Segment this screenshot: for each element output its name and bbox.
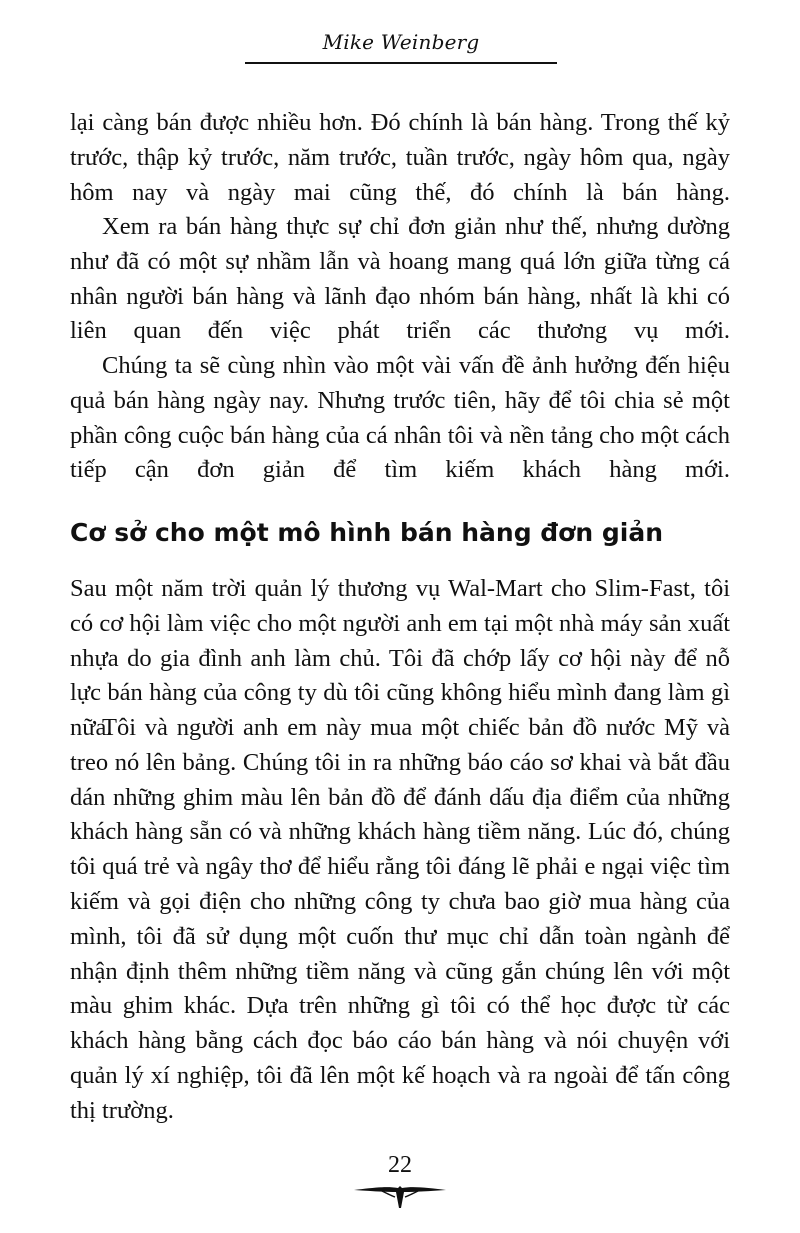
running-header (245, 28, 557, 64)
section-heading: Cơ sở cho một mô hình bán hàng đơn giản (70, 518, 663, 547)
paragraph-5: Tôi và người anh em này mua một chiếc bản đồ nước Mỹ và treo nó lên bảng. Chúng tôi in ra những báo cáo sơ khai và bắt đầu dán những ghim màu lên bản đồ để đánh dấu địa điểm của những khách hàng sẵn có và những khách hàng tiềm năng. Lúc đó, chúng tôi quá trẻ và ngây thơ để hiểu rằng tôi đáng lẽ phải e ngại việc tìm kiếm và gọi điện cho những công ty chưa bao giờ mua hàng của mình, tôi đã sử dụng một cuốn thư mục chỉ dẫn toàn ngành để nhận định thêm những tiềm năng và cũng gắn chúng lên với một màu ghim khác. Dựa trên những gì tôi có thể học được từ các khách hàng bằng cách đọc báo cáo bán hàng và nói chuyện với quản lý xí nghiệp, tôi đã lên một kế hoạch và ra ngoài để tấn công thị trường. (70, 714, 730, 1124)
ornament-icon (352, 1182, 448, 1210)
paragraph-3: Chúng ta sẽ cùng nhìn vào một vài vấn đề ảnh hưởng đến hiệu quả bán hàng ngày nay. Nhưng trước tiên, hãy để tôi chia sẻ một phần công cuộc bán hàng của cá nhân tôi và nền tảng cho một cách tiếp cận đơn giản để tìm kiếm khách hàng mới. (70, 352, 730, 484)
paragraph-4: Sau một năm trời quản lý thương vụ Wal-Mart cho Slim-Fast, tôi có cơ hội làm việc cho một người anh em tại một nhà máy sản xuất nhựa do gia đình anh làm chủ. Tôi đã chớp lấy cơ hội này để nỗ lực bán hàng của công ty dù tôi cũng không hiểu mình đang làm gì nữa. (70, 575, 730, 742)
paragraph-2: Xem ra bán hàng thực sự chỉ đơn giản như thế, nhưng dường như đã có một sự nhầm lẫn và hoang mang quá lớn giữa từng cá nhân người bán hàng và lãnh đạo nhóm bán hàng, nhất là khi có liên quan đến việc phát triển các thương vụ mới. (70, 213, 730, 345)
page-number: 22 (388, 1152, 412, 1178)
paragraph-1: lại càng bán được nhiều hơn. Đó chính là bán hàng. Trong thế kỷ trước, thập kỷ trước, năm trước, tuần trước, ngày hôm qua, ngày hôm nay và ngày mai cũng thế, đó chính là bán hàng. (70, 109, 730, 206)
author-name: Mike Weinberg (322, 30, 480, 54)
